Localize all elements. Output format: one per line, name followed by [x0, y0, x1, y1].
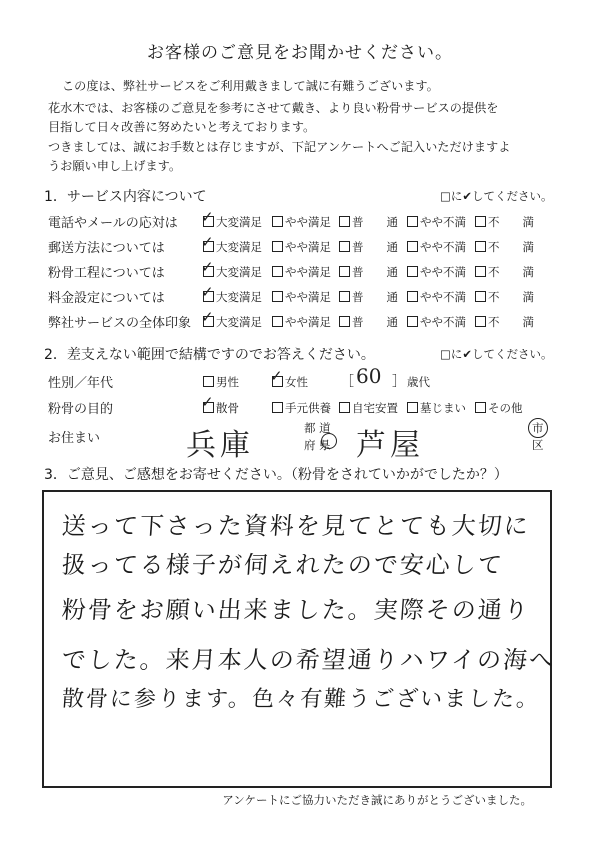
rating-option[interactable]: やや満足	[272, 264, 331, 280]
section3-heading: 3．ご意見、ご感想をお寄せください。（粉骨をされていかがでしたか？）	[44, 467, 508, 483]
rating-checkbox[interactable]	[475, 266, 486, 277]
rating-option[interactable]: やや満足	[272, 289, 331, 305]
rating-row-label: 粉骨工程については	[48, 266, 165, 281]
rating-checkbox[interactable]	[339, 216, 350, 227]
rating-option[interactable]: やや満足	[272, 214, 331, 230]
rating-option[interactable]: 大変満足	[203, 314, 262, 330]
pref-suffix-bottom: 府 県	[304, 438, 331, 452]
intro-line: つきましては、誠にお手数とは存じますが、下記アンケートへご記入いただけますよ	[48, 140, 511, 154]
rating-option[interactable]: 普 通	[339, 314, 398, 330]
intro-line: 目指して日々改善に努めたいと考えております。	[48, 120, 316, 134]
rating-option[interactable]: 不 満	[475, 264, 534, 280]
age-unit: 歳代	[407, 375, 430, 389]
gender-age-label: 性別／年代	[48, 376, 114, 391]
rating-checkbox[interactable]	[272, 291, 283, 302]
rating-option[interactable]: やや満足	[272, 239, 331, 255]
section2-heading: 2．差支えない範囲で結構ですのでお答えください。	[44, 347, 375, 363]
rating-checkbox[interactable]	[407, 291, 418, 302]
male-option[interactable]: 男性	[203, 374, 239, 390]
rating-option[interactable]: 不 満	[475, 314, 534, 330]
intro-line: うお願い申し上げます。	[48, 159, 182, 173]
rating-option[interactable]: やや不満	[407, 289, 466, 305]
rating-checkbox[interactable]	[339, 316, 350, 327]
purpose-checkbox[interactable]	[407, 402, 418, 413]
rating-option[interactable]: やや満足	[272, 314, 331, 330]
comment-line: 扱ってる様子が伺えれたので安心して	[60, 551, 505, 579]
check-mark-icon: ✓	[270, 367, 283, 385]
male-checkbox[interactable]	[203, 376, 214, 387]
rating-checkbox[interactable]	[407, 266, 418, 277]
check-mark-icon: ✓	[201, 283, 214, 301]
intro-line: この度は、弊社サービスをご利用戴きまして誠に有難うございます。	[62, 79, 439, 93]
intro-line: 花水木では、お客様のご意見を参考にさせて戴き、より良い粉骨サービスの提供を	[48, 101, 499, 115]
rating-option[interactable]: 不 満	[475, 214, 534, 230]
section1-note: □に✔してください。	[440, 189, 553, 203]
purpose-option[interactable]: 散骨	[203, 400, 239, 416]
rating-checkbox[interactable]	[407, 241, 418, 252]
rating-option[interactable]: やや不満	[407, 264, 466, 280]
purpose-option[interactable]: 手元供養	[272, 400, 331, 416]
section2-note: □に✔してください。	[440, 347, 553, 361]
pref-suffix-top: 都 道	[304, 421, 331, 435]
purpose-checkbox[interactable]	[339, 402, 350, 413]
comment-line: 送って下さった資料を見てとても大切に	[60, 512, 531, 540]
circle-mark-icon	[528, 418, 548, 438]
rating-option[interactable]: 普 通	[339, 214, 398, 230]
rating-checkbox[interactable]	[272, 216, 283, 227]
rating-row-label: 料金設定については	[48, 291, 165, 306]
address-label: お住まい	[48, 431, 101, 446]
rating-checkbox[interactable]	[339, 241, 350, 252]
age-close-bracket: ］	[392, 374, 406, 390]
check-mark-icon: ✓	[201, 308, 214, 326]
purpose-checkbox[interactable]	[475, 402, 486, 413]
prefecture-value[interactable]: 兵庫	[186, 428, 254, 463]
rating-row-label: 弊社サービスの全体印象	[48, 316, 192, 331]
rating-option[interactable]: 普 通	[339, 289, 398, 305]
check-mark-icon: ✓	[201, 258, 214, 276]
circle-mark-icon	[321, 433, 337, 449]
rating-option[interactable]: 不 満	[475, 239, 534, 255]
rating-row-label: 電話やメールの応対は	[48, 216, 178, 231]
comment-line: でした。来月本人の希望通りハワイの海へ	[60, 646, 557, 674]
purpose-checkbox[interactable]	[272, 402, 283, 413]
rating-checkbox[interactable]	[475, 216, 486, 227]
rating-row-label: 郵送方法については	[48, 241, 165, 256]
female-option[interactable]: 女性	[272, 374, 308, 390]
purpose-option[interactable]: 自宅安置	[339, 400, 398, 416]
age-open-bracket: ［	[340, 374, 354, 390]
rating-option[interactable]: 普 通	[339, 264, 398, 280]
rating-option[interactable]: 大変満足	[203, 289, 262, 305]
city-suffix-bottom: 区	[532, 438, 544, 452]
check-mark-icon: ✓	[201, 208, 214, 226]
rating-checkbox[interactable]	[339, 291, 350, 302]
rating-option[interactable]: やや不満	[407, 214, 466, 230]
rating-option[interactable]: やや不満	[407, 239, 466, 255]
rating-option[interactable]: 普 通	[339, 239, 398, 255]
rating-option[interactable]: 大変満足	[203, 239, 262, 255]
rating-checkbox[interactable]	[272, 241, 283, 252]
section1-heading: 1．サービス内容について	[44, 189, 207, 205]
page-title: お客様のご意見をお聞かせください。	[147, 43, 453, 63]
rating-option[interactable]: 大変満足	[203, 214, 262, 230]
comment-line: 散骨に参ります。色々有難うございました。	[60, 687, 541, 712]
rating-checkbox[interactable]	[475, 241, 486, 252]
rating-checkbox[interactable]	[339, 266, 350, 277]
rating-checkbox[interactable]	[407, 216, 418, 227]
age-value[interactable]: 60	[356, 364, 382, 388]
footer-thanks: アンケートにご協力いただき誠にありがとうございました。	[222, 793, 532, 807]
rating-checkbox[interactable]	[272, 266, 283, 277]
rating-option[interactable]: 大変満足	[203, 264, 262, 280]
comment-line: 粉骨をお願い出来ました。実際その通り	[60, 596, 531, 624]
check-mark-icon: ✓	[201, 233, 214, 251]
rating-option[interactable]: やや不満	[407, 314, 466, 330]
city-value[interactable]: 芦屋	[356, 428, 424, 463]
rating-checkbox[interactable]	[407, 316, 418, 327]
city-suffix-top: 市	[532, 421, 544, 435]
rating-checkbox[interactable]	[475, 316, 486, 327]
rating-checkbox[interactable]	[272, 316, 283, 327]
rating-option[interactable]: 不 満	[475, 289, 534, 305]
check-mark-icon: ✓	[201, 393, 214, 411]
purpose-label: 粉骨の目的	[48, 402, 114, 417]
purpose-option[interactable]: その他	[475, 400, 523, 416]
purpose-option[interactable]: 墓じまい	[407, 400, 466, 416]
rating-checkbox[interactable]	[475, 291, 486, 302]
